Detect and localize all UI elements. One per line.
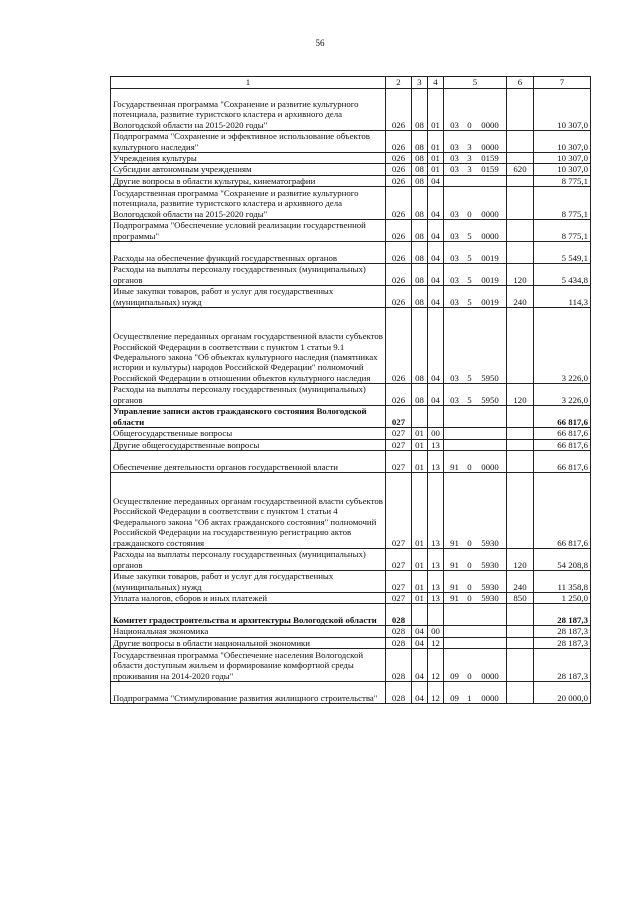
code-expense-type <box>507 428 534 439</box>
amount-cell: 66 817,6 <box>534 428 591 439</box>
target-article-part: 03 <box>450 296 459 307</box>
code-admin: 026 <box>386 164 412 175</box>
row-name: Подпрограмма "Обеспечение условий реализации государственной программы" <box>111 220 386 242</box>
target-article-part: 03 <box>450 230 459 241</box>
row-name: Расходы на выплаты персоналу государственных (муниципальных) органов <box>111 549 386 571</box>
code-section: 08 <box>412 175 428 186</box>
code-section: 08 <box>412 220 428 242</box>
code-subsection: 04 <box>428 242 444 264</box>
code-section: 08 <box>412 187 428 220</box>
row-name: Другие вопросы в области культуры, кинематографии <box>111 175 386 186</box>
code-target-article <box>444 131 507 153</box>
target-article-part: 0000 <box>481 461 499 472</box>
code-expense-type <box>507 682 534 704</box>
target-article-part: 5930 <box>481 537 499 548</box>
table-row <box>111 153 591 164</box>
code-admin: 026 <box>386 131 412 153</box>
code-subsection <box>428 406 444 428</box>
code-expense-type <box>507 637 534 648</box>
code-target-article <box>444 264 507 286</box>
target-article-part: 5 <box>467 394 472 405</box>
code-admin: 027 <box>386 571 412 593</box>
code-admin: 026 <box>386 220 412 242</box>
code-target-article <box>444 384 507 406</box>
table-row <box>111 187 591 220</box>
amount-cell: 10 307,0 <box>534 89 591 131</box>
target-article-part: 09 <box>450 670 459 681</box>
amount-cell: 8 775,1 <box>534 220 591 242</box>
target-article-part: 5 <box>467 252 472 263</box>
header-cell: 5 <box>444 77 507 89</box>
target-article-part: 03 <box>450 208 459 219</box>
target-article-part: 5 <box>467 372 472 383</box>
target-article-part: 0159 <box>481 153 499 163</box>
amount-cell: 20 000,0 <box>534 682 591 704</box>
code-subsection: 04 <box>428 175 444 186</box>
code-section: 08 <box>412 384 428 406</box>
table-row <box>111 428 591 439</box>
code-expense-type <box>507 649 534 682</box>
row-name: Общегосударственные вопросы <box>111 428 386 439</box>
code-expense-type <box>507 439 534 450</box>
code-admin: 026 <box>386 308 412 384</box>
code-admin: 026 <box>386 242 412 264</box>
code-expense-type <box>507 473 534 549</box>
table-row <box>111 175 591 186</box>
target-article-part: 5930 <box>481 593 499 604</box>
code-admin: 028 <box>386 637 412 648</box>
code-subsection: 01 <box>428 89 444 131</box>
code-target-article <box>444 187 507 220</box>
code-target-article <box>444 473 507 549</box>
amount-cell: 28 187,3 <box>534 626 591 637</box>
code-expense-type: 120 <box>507 264 534 286</box>
code-section: 04 <box>412 682 428 704</box>
code-admin: 027 <box>386 406 412 428</box>
row-name: Уплата налогов, сборов и иных платежей <box>111 593 386 604</box>
code-expense-type: 240 <box>507 571 534 593</box>
table-header-row <box>111 77 591 89</box>
amount-cell: 28 187,3 <box>534 604 591 626</box>
code-expense-type <box>507 406 534 428</box>
amount-cell: 28 187,3 <box>534 649 591 682</box>
code-subsection: 12 <box>428 637 444 648</box>
code-subsection: 13 <box>428 549 444 571</box>
code-admin: 028 <box>386 604 412 626</box>
code-subsection: 04 <box>428 308 444 384</box>
row-name: Иные закупки товаров, работ и услуг для государственных (муниципальных) нужд <box>111 286 386 308</box>
code-target-article <box>444 593 507 604</box>
row-name: Управление записи актов гражданского состояния Вологодской области <box>111 406 386 428</box>
code-target-article <box>444 604 507 626</box>
amount-cell: 66 817,6 <box>534 406 591 428</box>
code-expense-type <box>507 451 534 473</box>
table-row <box>111 571 591 593</box>
code-target-article <box>444 406 507 428</box>
code-subsection: 04 <box>428 220 444 242</box>
row-name: Подпрограмма "Сохранение и эффективное использование объектов культурного наследия" <box>111 131 386 153</box>
target-article-part: 03 <box>450 274 459 285</box>
code-target-article <box>444 175 507 186</box>
code-admin: 026 <box>386 153 412 164</box>
code-subsection: 00 <box>428 428 444 439</box>
table-row <box>111 286 591 308</box>
code-target-article <box>444 89 507 131</box>
table-row <box>111 264 591 286</box>
code-admin: 026 <box>386 384 412 406</box>
amount-cell: 10 307,0 <box>534 153 591 164</box>
code-target-article <box>444 286 507 308</box>
target-article-part: 03 <box>450 394 459 405</box>
code-target-article <box>444 626 507 637</box>
code-section: 04 <box>412 649 428 682</box>
row-name: Другие общегосударственные вопросы <box>111 439 386 450</box>
table-row <box>111 164 591 175</box>
code-subsection: 13 <box>428 451 444 473</box>
code-target-article <box>444 428 507 439</box>
header-cell: 4 <box>428 77 444 89</box>
table-row <box>111 682 591 704</box>
code-section: 08 <box>412 89 428 131</box>
target-article-part: 03 <box>450 372 459 383</box>
amount-cell: 10 307,0 <box>534 164 591 175</box>
code-section: 01 <box>412 549 428 571</box>
target-article-part: 0000 <box>481 230 499 241</box>
code-section: 04 <box>412 626 428 637</box>
table-row <box>111 604 591 626</box>
target-article-part: 03 <box>450 252 459 263</box>
amount-cell: 3 226,0 <box>534 308 591 384</box>
code-admin: 028 <box>386 682 412 704</box>
code-expense-type <box>507 626 534 637</box>
code-section: 08 <box>412 308 428 384</box>
target-article-part: 3 <box>467 141 472 152</box>
amount-cell: 1 250,0 <box>534 593 591 604</box>
code-section: 01 <box>412 451 428 473</box>
target-article-part: 0 <box>467 537 472 548</box>
amount-cell: 8 775,1 <box>534 187 591 220</box>
row-name: Расходы на выплаты персоналу государственных (муниципальных) органов <box>111 264 386 286</box>
amount-cell: 54 208,8 <box>534 549 591 571</box>
code-section: 08 <box>412 131 428 153</box>
row-name: Государственная программа "Сохранение и развитие культурного потенциала, развитие туристского кластера и архивного дела Вологодской области на 2015-2020 годы" <box>111 89 386 131</box>
target-article-part: 3 <box>467 153 472 163</box>
code-target-article <box>444 308 507 384</box>
code-target-article <box>444 164 507 175</box>
code-admin: 026 <box>386 264 412 286</box>
target-article-part: 0 <box>467 461 472 472</box>
target-article-part: 1 <box>467 692 472 703</box>
target-article-part: 0000 <box>481 141 499 152</box>
amount-cell: 66 817,6 <box>534 439 591 450</box>
target-article-part: 0 <box>467 593 472 604</box>
target-article-part: 5930 <box>481 559 499 570</box>
target-article-part: 09 <box>450 692 459 703</box>
target-article-part: 0000 <box>481 692 499 703</box>
table-row <box>111 406 591 428</box>
code-section: 01 <box>412 439 428 450</box>
amount-cell: 66 817,6 <box>534 473 591 549</box>
target-article-part: 0 <box>467 119 472 130</box>
code-subsection: 01 <box>428 153 444 164</box>
code-target-article <box>444 439 507 450</box>
table-row <box>111 242 591 264</box>
code-expense-type: 120 <box>507 384 534 406</box>
code-subsection: 04 <box>428 187 444 220</box>
code-admin: 026 <box>386 187 412 220</box>
header-cell: 6 <box>507 77 534 89</box>
target-article-part: 0000 <box>481 670 499 681</box>
code-subsection: 13 <box>428 571 444 593</box>
code-section: 01 <box>412 428 428 439</box>
table-row <box>111 308 591 384</box>
row-name: Расходы на выплаты персоналу государственных (муниципальных) органов <box>111 384 386 406</box>
target-article-part: 5 <box>467 296 472 307</box>
row-name: Субсидии автономным учреждениям <box>111 164 386 175</box>
code-subsection: 13 <box>428 593 444 604</box>
code-admin: 027 <box>386 428 412 439</box>
code-section: 01 <box>412 571 428 593</box>
target-article-part: 03 <box>450 153 459 163</box>
code-expense-type <box>507 242 534 264</box>
code-subsection <box>428 604 444 626</box>
target-article-part: 3 <box>467 164 472 175</box>
target-article-part: 91 <box>450 581 459 592</box>
table-row <box>111 131 591 153</box>
target-article-part: 5950 <box>481 394 499 405</box>
table-row <box>111 439 591 450</box>
code-section: 04 <box>412 637 428 648</box>
header-cell: 7 <box>534 77 591 89</box>
code-expense-type <box>507 175 534 186</box>
code-admin: 027 <box>386 473 412 549</box>
code-target-article <box>444 682 507 704</box>
code-target-article <box>444 649 507 682</box>
table-row <box>111 384 591 406</box>
row-name: Иные закупки товаров, работ и услуг для государственных (муниципальных) нужд <box>111 571 386 593</box>
target-article-part: 03 <box>450 164 459 175</box>
target-article-part: 5930 <box>481 581 499 592</box>
row-name: Расходы на обеспечение функций государственных органов <box>111 242 386 264</box>
code-expense-type: 850 <box>507 593 534 604</box>
amount-cell: 66 817,6 <box>534 451 591 473</box>
table-row <box>111 549 591 571</box>
target-article-part: 0000 <box>481 208 499 219</box>
row-name: Осуществление переданных органам государственной власти субъектов Российской Федерации в соответствии с пунктом 1 статьи 4 Федерального закона "Об актах гражданского состояния" полномочий Российской Федерации на государственную регистрацию актов гражданского состояния <box>111 473 386 549</box>
code-expense-type <box>507 89 534 131</box>
amount-cell: 5 434,8 <box>534 264 591 286</box>
code-section <box>412 604 428 626</box>
header-cell: 3 <box>412 77 428 89</box>
amount-cell: 11 358,8 <box>534 571 591 593</box>
code-target-article <box>444 637 507 648</box>
code-section: 08 <box>412 153 428 164</box>
amount-cell: 114,3 <box>534 286 591 308</box>
code-expense-type: 120 <box>507 549 534 571</box>
budget-table <box>110 76 591 704</box>
code-expense-type <box>507 308 534 384</box>
row-name: Обеспечение деятельности органов государственной власти <box>111 451 386 473</box>
table-row <box>111 593 591 604</box>
target-article-part: 91 <box>450 461 459 472</box>
code-section: 01 <box>412 473 428 549</box>
code-subsection: 13 <box>428 439 444 450</box>
code-admin: 027 <box>386 549 412 571</box>
row-name: Комитет градостроительства и архитектуры Вологодской области <box>111 604 386 626</box>
target-article-part: 0 <box>467 670 472 681</box>
row-name: Подпрограмма "Стимулирование развития жилищного строительства" <box>111 682 386 704</box>
target-article-part: 03 <box>450 119 459 130</box>
target-article-part: 0 <box>467 559 472 570</box>
code-target-article <box>444 549 507 571</box>
code-admin: 027 <box>386 593 412 604</box>
target-article-part: 91 <box>450 559 459 570</box>
code-admin: 026 <box>386 286 412 308</box>
code-subsection: 04 <box>428 264 444 286</box>
table-row <box>111 220 591 242</box>
code-expense-type: 620 <box>507 164 534 175</box>
amount-cell: 3 226,0 <box>534 384 591 406</box>
table-row <box>111 637 591 648</box>
row-name: Осуществление переданных органам государственной власти субъектов Российской Федерации в соответствии с пунктом 1 статьи 9.1 Федерального закона "Об объектах культурного наследия (памятниках истории и культуры) народов Российской Федерации" полномочий Российской Федерации в отношении объектов культурного наследия <box>111 308 386 384</box>
target-article-part: 0000 <box>481 119 499 130</box>
code-expense-type <box>507 220 534 242</box>
target-article-part: 0019 <box>481 274 499 285</box>
amount-cell: 10 307,0 <box>534 131 591 153</box>
row-name: Государственная программа "Обеспечение населения Вологодской области доступным жильем и формирование комфортной среды проживания на 2014-2020 годы" <box>111 649 386 682</box>
target-article-part: 0 <box>467 581 472 592</box>
code-admin: 028 <box>386 626 412 637</box>
code-section: 01 <box>412 593 428 604</box>
target-article-part: 0019 <box>481 252 499 263</box>
code-subsection: 00 <box>428 626 444 637</box>
code-section: 08 <box>412 264 428 286</box>
code-subsection: 04 <box>428 384 444 406</box>
code-section: 08 <box>412 286 428 308</box>
code-admin: 028 <box>386 649 412 682</box>
code-subsection: 13 <box>428 473 444 549</box>
code-admin: 026 <box>386 175 412 186</box>
target-article-part: 5 <box>467 230 472 241</box>
code-expense-type: 240 <box>507 286 534 308</box>
amount-cell: 5 549,1 <box>534 242 591 264</box>
row-name: Национальная экономика <box>111 626 386 637</box>
code-target-article <box>444 153 507 164</box>
code-expense-type <box>507 187 534 220</box>
code-subsection: 12 <box>428 682 444 704</box>
code-admin: 027 <box>386 439 412 450</box>
code-subsection: 01 <box>428 164 444 175</box>
target-article-part: 5950 <box>481 372 499 383</box>
target-article-part: 0159 <box>481 164 499 175</box>
row-name: Государственная программа "Сохранение и развитие культурного потенциала, развитие туристского кластера и архивного дела Вологодской области на 2015-2020 годы" <box>111 187 386 220</box>
code-target-article <box>444 242 507 264</box>
amount-cell: 8 775,1 <box>534 175 591 186</box>
code-subsection: 04 <box>428 286 444 308</box>
code-section: 08 <box>412 164 428 175</box>
code-target-article <box>444 451 507 473</box>
target-article-part: 0019 <box>481 296 499 307</box>
code-expense-type <box>507 604 534 626</box>
amount-cell: 28 187,3 <box>534 637 591 648</box>
code-admin: 027 <box>386 451 412 473</box>
target-article-part: 5 <box>467 274 472 285</box>
table-row <box>111 649 591 682</box>
header-cell: 1 <box>111 77 386 89</box>
header-cell: 2 <box>386 77 412 89</box>
code-subsection: 12 <box>428 649 444 682</box>
code-subsection: 01 <box>428 131 444 153</box>
row-name: Другие вопросы в области национальной экономики <box>111 637 386 648</box>
target-article-part: 91 <box>450 537 459 548</box>
table-row <box>111 89 591 131</box>
code-section <box>412 406 428 428</box>
target-article-part: 03 <box>450 141 459 152</box>
code-section: 08 <box>412 242 428 264</box>
table-row <box>111 451 591 473</box>
page-number: 56 <box>315 38 325 48</box>
target-article-part: 0 <box>467 208 472 219</box>
code-admin: 026 <box>386 89 412 131</box>
row-name: Учреждения культуры <box>111 153 386 164</box>
code-target-article <box>444 571 507 593</box>
target-article-part: 91 <box>450 593 459 604</box>
code-expense-type <box>507 131 534 153</box>
table-row <box>111 626 591 637</box>
table-row <box>111 473 591 549</box>
code-target-article <box>444 220 507 242</box>
code-expense-type <box>507 153 534 164</box>
